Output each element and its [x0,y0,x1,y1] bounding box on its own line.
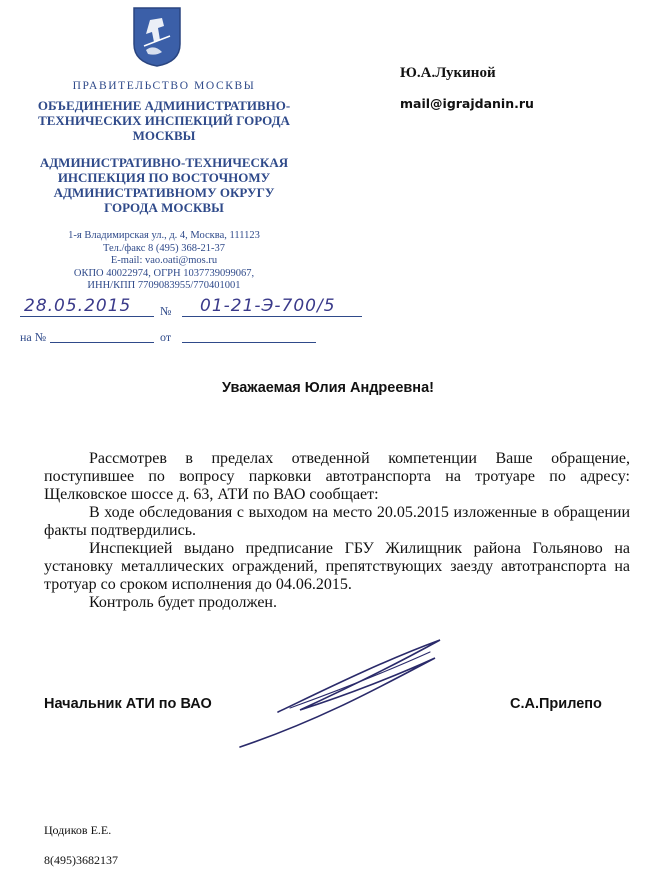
ref-underline [50,342,154,343]
date-underline [20,316,154,317]
email-line: E-mail: vao.oati@mos.ru [110,255,218,266]
government-title: ПРАВИТЕЛЬСТВО МОСКВЫ [72,80,256,92]
address-line: 1-я Владимирская ул., д. 4, Москва, 111123 [68,230,260,241]
from-underline [182,342,316,343]
org-sub-line: ГОРОДА МОСКВЫ [104,200,224,215]
from-label: от [160,330,172,344]
codes-line: ИНН/КПП 7709083955/770401001 [87,280,241,291]
org-main-line: ТЕХНИЧЕСКИХ ИНСПЕКЦИЙ ГОРОДА [38,113,290,128]
executor-phone: 8(495)3682137 [44,853,118,867]
registration-date: 28.05.2015 [24,296,132,316]
contact-details [22,230,306,293]
ref-label: на № [20,330,47,344]
handwritten-signature [230,632,460,752]
recipient-name: Ю.А.Лукиной [400,65,496,81]
number-underline [182,316,362,317]
org-sub-line: АДМИНИСТРАТИВНО-ТЕХНИЧЕСКАЯ [39,155,289,170]
org-sub-line: ИНСПЕКЦИЯ ПО ВОСТОЧНОМУ [57,170,271,185]
executor-name: Цодиков Е.Е. [44,823,112,837]
body-paragraph: В ходе обследования с выходом на место 20.05.2015 изложенные в обращении факты подтвердились. [44,504,630,539]
body-paragraph: Контроль будет продолжен. [89,594,277,611]
org-main-line: МОСКВЫ [132,128,196,143]
body-paragraph: Рассмотрев в пределах отведенной компетенции Ваше обращение, поступившее по вопросу парковки автотранспорта на тротуаре по адресу: Щелковское шоссе д. 63, АТИ по ВАО сообщает: [44,450,630,503]
body-paragraph: Инспекцией выдано предписание ГБУ Жилищник района Гольяново на установку металлических ограждений, препятствующих заезду автотранспорта на тротуар со сроком исполнения до 04.06.2015. [44,540,630,593]
codes-line: ОКПО 40022974, ОГРН 1037739099067, [73,267,255,279]
greeting: Уважаемая Юлия Андреевна! [222,380,434,396]
moscow-coat-of-arms-icon [132,6,182,68]
number-label: № [160,304,172,318]
org-main-line: ОБЪЕДИНЕНИЕ АДМИНИСТРАТИВНО- [37,98,291,113]
organization-sub [22,155,306,215]
signer-name: С.А.Прилепо [510,696,602,712]
letter-body [44,450,630,612]
signer-title: Начальник АТИ по ВАО [44,696,212,712]
registration-number: 01-21-Э-700/5 [200,296,336,316]
recipient-email: mail@igrajdanin.ru [400,96,534,111]
phone-line: Тел./факс 8 (495) 368-21-37 [102,242,226,254]
org-sub-line: АДМИНИСТРАТИВНОМУ ОКРУГУ [53,185,275,200]
organization-main [22,98,306,143]
